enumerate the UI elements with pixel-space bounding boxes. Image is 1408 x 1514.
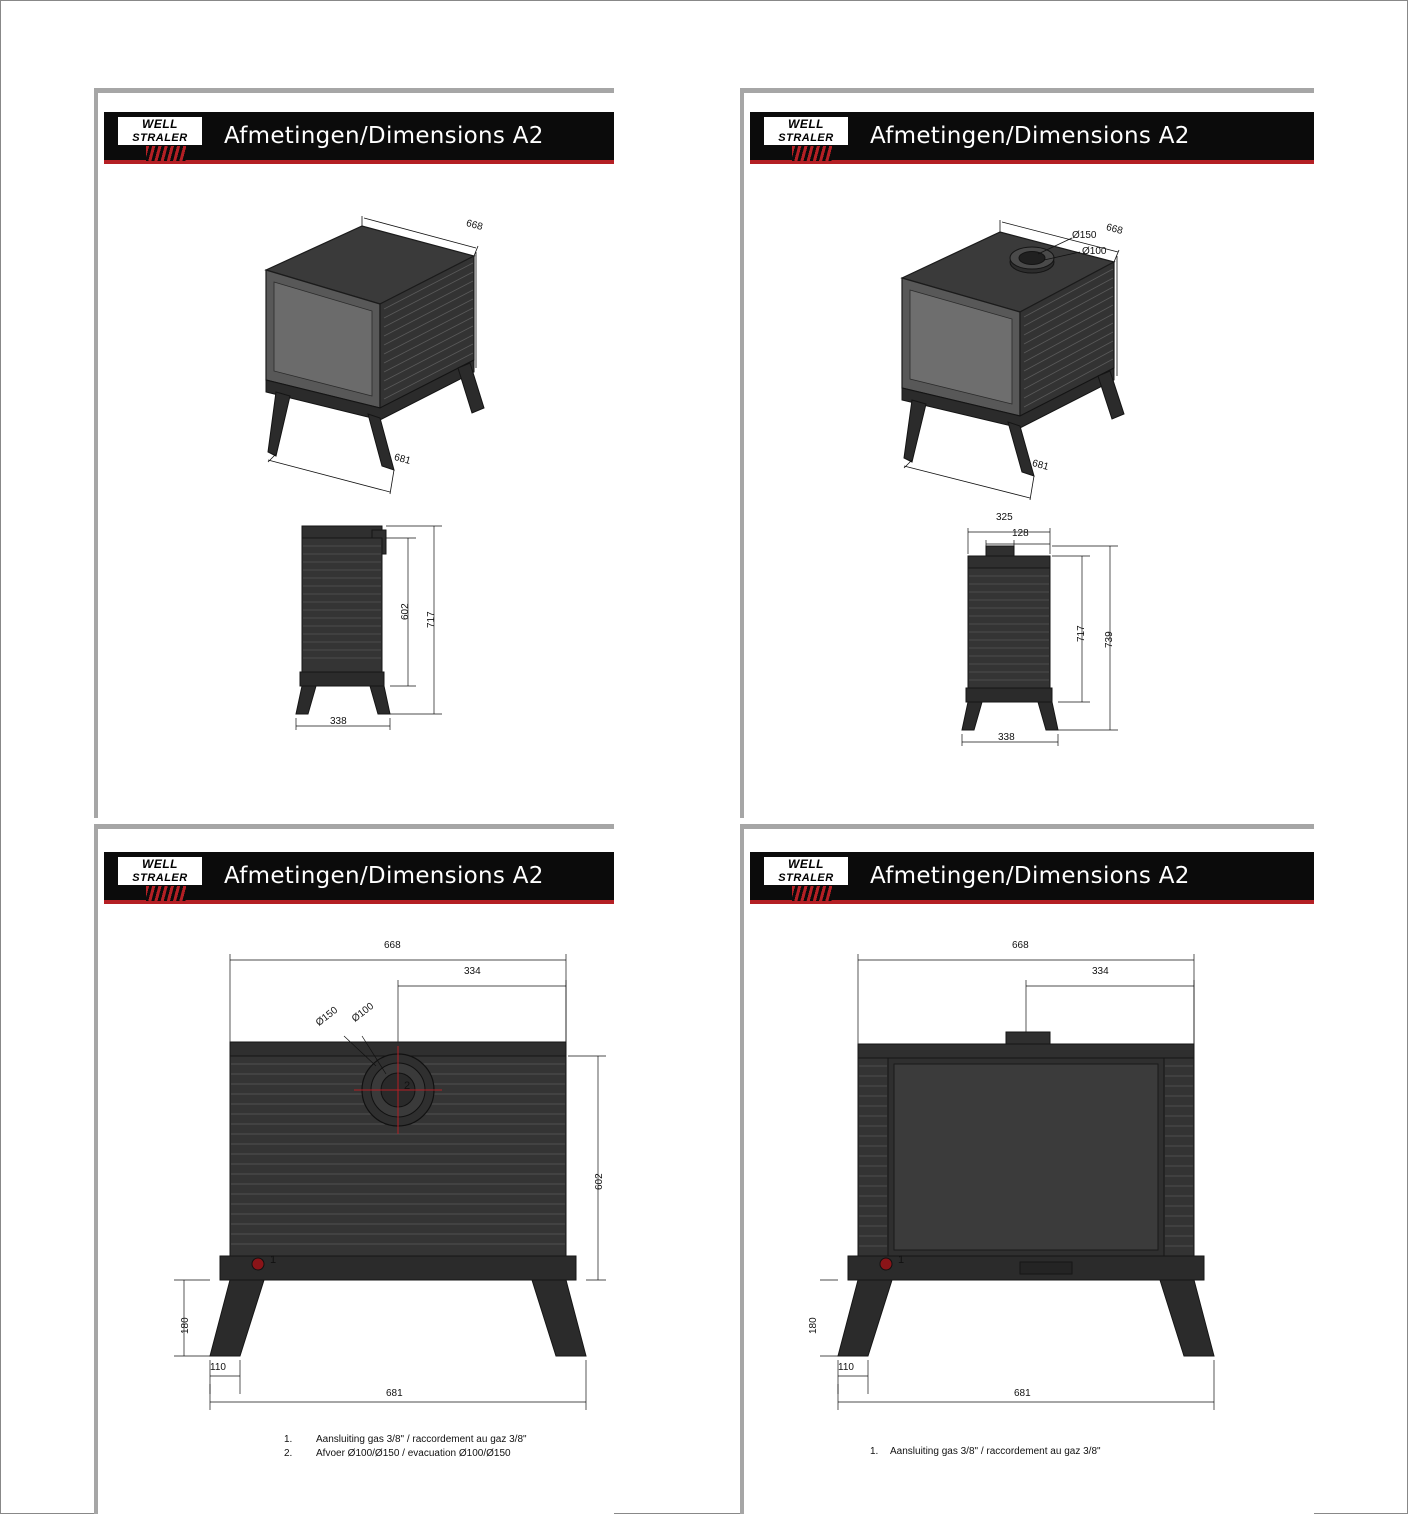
legend-item-2-text: Afvoer Ø100/Ø150 / evacuation Ø100/Ø150 (316, 1448, 511, 1459)
dim-side-body-height: 717 (1076, 625, 1087, 642)
dim-center-width: 334 (1092, 966, 1109, 977)
brand-logo-line2: STRALER (764, 132, 848, 145)
sheet-title: Afmetingen/Dimensions A2 (870, 123, 1190, 149)
sheet-top-rule (94, 824, 614, 829)
iso-drawing (244, 208, 584, 498)
dim-leg-inset: 110 (210, 1362, 226, 1373)
sheet-a2-front (740, 824, 1314, 1514)
rear-elevation-drawing (154, 924, 624, 1424)
callout-1: 1 (898, 1254, 905, 1266)
sheet-a2-rear-front (94, 824, 614, 1514)
dim-iso-depth: 681 (392, 452, 412, 467)
sheet-title: Afmetingen/Dimensions A2 (870, 863, 1190, 889)
dim-flue-outer: Ø150 (314, 1004, 341, 1029)
dim-side-total-height: 717 (426, 611, 437, 628)
dim-leg-height: 180 (180, 1317, 191, 1334)
brand-logo-line1: WELL (764, 117, 848, 132)
front-elevation-drawing (808, 924, 1290, 1424)
callout-1: 1 (270, 1254, 277, 1266)
side-view-drawing (940, 506, 1250, 756)
flame-icon (792, 886, 832, 901)
sheet-left-rule (94, 88, 98, 818)
legend (284, 1434, 624, 1474)
side-view-drawing (274, 508, 574, 738)
flame-icon (146, 146, 186, 161)
front-elevation-svg (820, 924, 1290, 1424)
sheet-left-rule (94, 824, 98, 1514)
legend-item-1-num: 1. (870, 1446, 879, 1457)
dim-iso-width: 668 (1104, 222, 1124, 237)
brand-logo-line1: WELL (118, 857, 202, 872)
sheet-top-rule (740, 88, 1314, 93)
brand-logo-line2: STRALER (764, 872, 848, 885)
dim-leg-inset: 110 (838, 1362, 854, 1373)
dim-iso-width: 668 (464, 218, 484, 233)
brand-logo-line2: STRALER (118, 872, 202, 885)
sheet-left-rule (740, 88, 744, 818)
callout-2: 2 (404, 1080, 411, 1092)
sheet-top-rule (740, 824, 1314, 829)
brand-logo-line1: WELL (118, 117, 202, 132)
sheet-a2-iso (740, 88, 1314, 818)
brand-logo (118, 857, 202, 901)
sheet-left-rule (740, 824, 744, 1514)
iso-stove-svg (244, 208, 584, 498)
iso-drawing (860, 200, 1240, 500)
dim-overall-width: 668 (384, 940, 401, 951)
title-bar (104, 852, 614, 937)
dim-overall-width: 668 (1012, 940, 1029, 951)
legend (870, 1446, 1270, 1470)
title-bar (750, 852, 1314, 900)
dim-side-depth: 338 (330, 716, 347, 727)
legend-item-1-text: Aansluiting gas 3/8" / raccordement au gaz 3/8" (316, 1434, 527, 1445)
brand-logo (764, 857, 848, 901)
dim-side-total-height: 739 (1104, 631, 1115, 648)
iso-stove-svg (860, 200, 1240, 500)
dim-iso-depth: 681 (1030, 458, 1050, 473)
flame-icon (792, 146, 832, 161)
title-bar (104, 112, 614, 197)
dim-leg-height: 180 (808, 1317, 819, 1334)
dim-flue-inner: Ø100 (1082, 246, 1107, 257)
dim-side-body-height: 602 (400, 603, 411, 620)
legend-item-1-text: Aansluiting gas 3/8" / raccordement au gaz 3/8" (890, 1446, 1101, 1457)
dim-flue-outer: Ø150 (1072, 230, 1097, 241)
legend-item-2-num: 2. (284, 1448, 293, 1459)
brand-logo (764, 117, 848, 161)
brand-logo (118, 117, 202, 161)
flame-icon (146, 886, 186, 901)
title-bar (750, 112, 1314, 160)
sheet-title: Afmetingen/Dimensions A2 REAR (224, 863, 544, 937)
dim-center-width: 334 (464, 966, 481, 977)
dim-foot-width: 681 (386, 1388, 403, 1399)
side-view-svg (940, 506, 1250, 756)
dim-top-inner: 128 (1012, 528, 1029, 539)
side-view-svg (274, 508, 574, 738)
legend-item-1-num: 1. (284, 1434, 293, 1445)
dim-side-depth: 338 (998, 732, 1015, 743)
rear-elevation-svg (154, 924, 624, 1424)
sheet-top-rule (94, 88, 614, 93)
brand-logo-line1: WELL (764, 857, 848, 872)
brand-logo-line2: STRALER (118, 132, 202, 145)
sheet-a2-rear-iso (94, 88, 614, 818)
dim-foot-width: 681 (1014, 1388, 1031, 1399)
dim-top-width: 325 (996, 512, 1013, 523)
sheet-title: Afmetingen/Dimensions A2 REAR (224, 123, 544, 197)
dim-flue-inner: Ø100 (350, 1000, 377, 1025)
dim-body-height: 602 (594, 1173, 605, 1190)
